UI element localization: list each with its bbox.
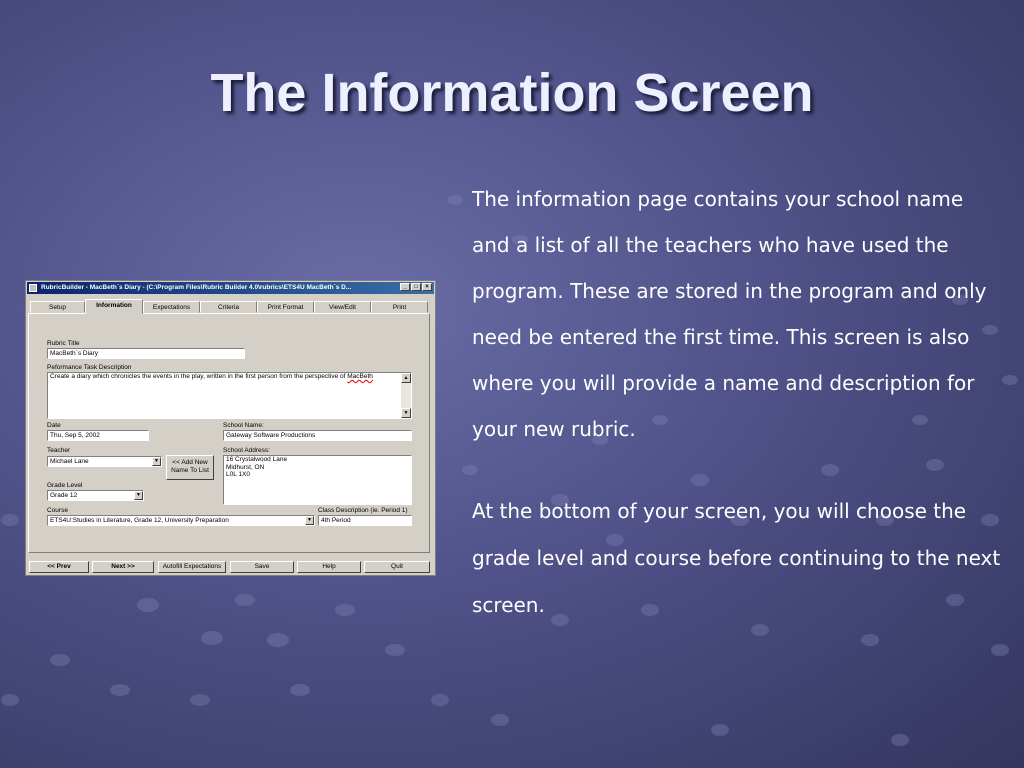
school-address-textarea[interactable]: 16 Crystalwood Lane Midhurst, ON L0L 1X0 (223, 455, 412, 505)
tab-print-format[interactable]: Print Format (257, 301, 314, 313)
class-description-input[interactable]: 4th Period (318, 515, 412, 526)
course-label: Course (47, 507, 68, 514)
task-description-label: Peformance Task Description (47, 364, 132, 371)
chevron-down-icon[interactable]: ▼ (152, 457, 161, 466)
task-description-flagged-word: MacBeth (347, 373, 373, 380)
date-input[interactable]: Thu, Sep 5, 2002 (47, 430, 149, 441)
rubric-title-input[interactable]: MacBeth`s Diary (47, 348, 245, 359)
prev-button[interactable]: << Prev (29, 561, 89, 573)
app-window (25, 280, 436, 576)
task-description-text: Create a diary which chronicles the events in the play, written in the first person from the perspective of (50, 373, 346, 380)
class-description-label: Class Description (ie. Period 1) (318, 507, 408, 514)
task-description-scrollbar[interactable] (401, 373, 411, 418)
tab-setup[interactable]: Setup (30, 301, 85, 313)
school-address-label: School Address: (223, 447, 270, 454)
course-select[interactable] (47, 515, 315, 526)
school-name-input[interactable]: Gateway Software Productions (223, 430, 412, 441)
app-titlebar (27, 282, 434, 294)
teacher-select[interactable] (47, 456, 162, 467)
slide-body (472, 176, 1002, 629)
app-window-title: RubricBuilder - MacBeth`s Diary - (C:\Program Files\Rubric Builder 4.0\rubrics\ETS4U MacBeth`s D... (41, 284, 352, 291)
close-button[interactable]: × (422, 283, 432, 291)
tab-print[interactable]: Print (371, 301, 428, 313)
add-new-name-button[interactable]: << Add New Name To List (166, 455, 214, 480)
teacher-label: Teacher (47, 447, 71, 454)
quit-button[interactable]: Quit (364, 561, 430, 573)
teacher-select-value: Michael Lane (50, 458, 89, 465)
tab-criteria[interactable]: Criteria (200, 301, 257, 313)
grade-level-select-value: Grade 12 (50, 492, 78, 499)
rubric-title-label: Rubric Title (47, 340, 80, 347)
course-select-value: ETS4U:Studies in Literature, Grade 12, University Preparation (50, 517, 229, 524)
minimize-button[interactable]: _ (400, 283, 410, 291)
school-name-label: School Name: (223, 422, 264, 429)
save-button[interactable]: Save (230, 561, 294, 573)
body-paragraph-2: At the bottom of your screen, you will choose the grade level and course before continuing to the next screen. (472, 499, 1001, 617)
tab-information[interactable]: Information (85, 299, 143, 314)
next-button[interactable]: Next >> (92, 561, 154, 573)
slide-title: The Information Screen (210, 63, 814, 123)
help-button[interactable]: Help (297, 561, 361, 573)
tab-bar (28, 299, 431, 313)
chevron-down-icon[interactable]: ▼ (134, 491, 143, 500)
body-paragraph-1: The information page contains your school name and a list of all the teachers who have used the program. These are stored in the program and only need be entered the first time. This screen is also where you will provide a name and description for your new rubric. (472, 187, 987, 441)
tab-view-edit[interactable]: View/Edit (314, 301, 371, 313)
scroll-down-icon[interactable]: ▼ (401, 408, 411, 418)
date-label: Date (47, 422, 61, 429)
app-icon (29, 284, 37, 292)
grade-level-label: Grade Level (47, 482, 83, 489)
autofill-expectations-button[interactable]: Autofill Expectations (158, 561, 226, 573)
maximize-button[interactable]: □ (411, 283, 421, 291)
task-description-textarea[interactable] (47, 372, 412, 419)
grade-level-select[interactable] (47, 490, 144, 501)
information-panel (28, 313, 430, 553)
scroll-up-icon[interactable]: ▲ (401, 373, 411, 383)
chevron-down-icon[interactable]: ▼ (305, 516, 314, 525)
tab-expectations[interactable]: Expectations (143, 301, 200, 313)
